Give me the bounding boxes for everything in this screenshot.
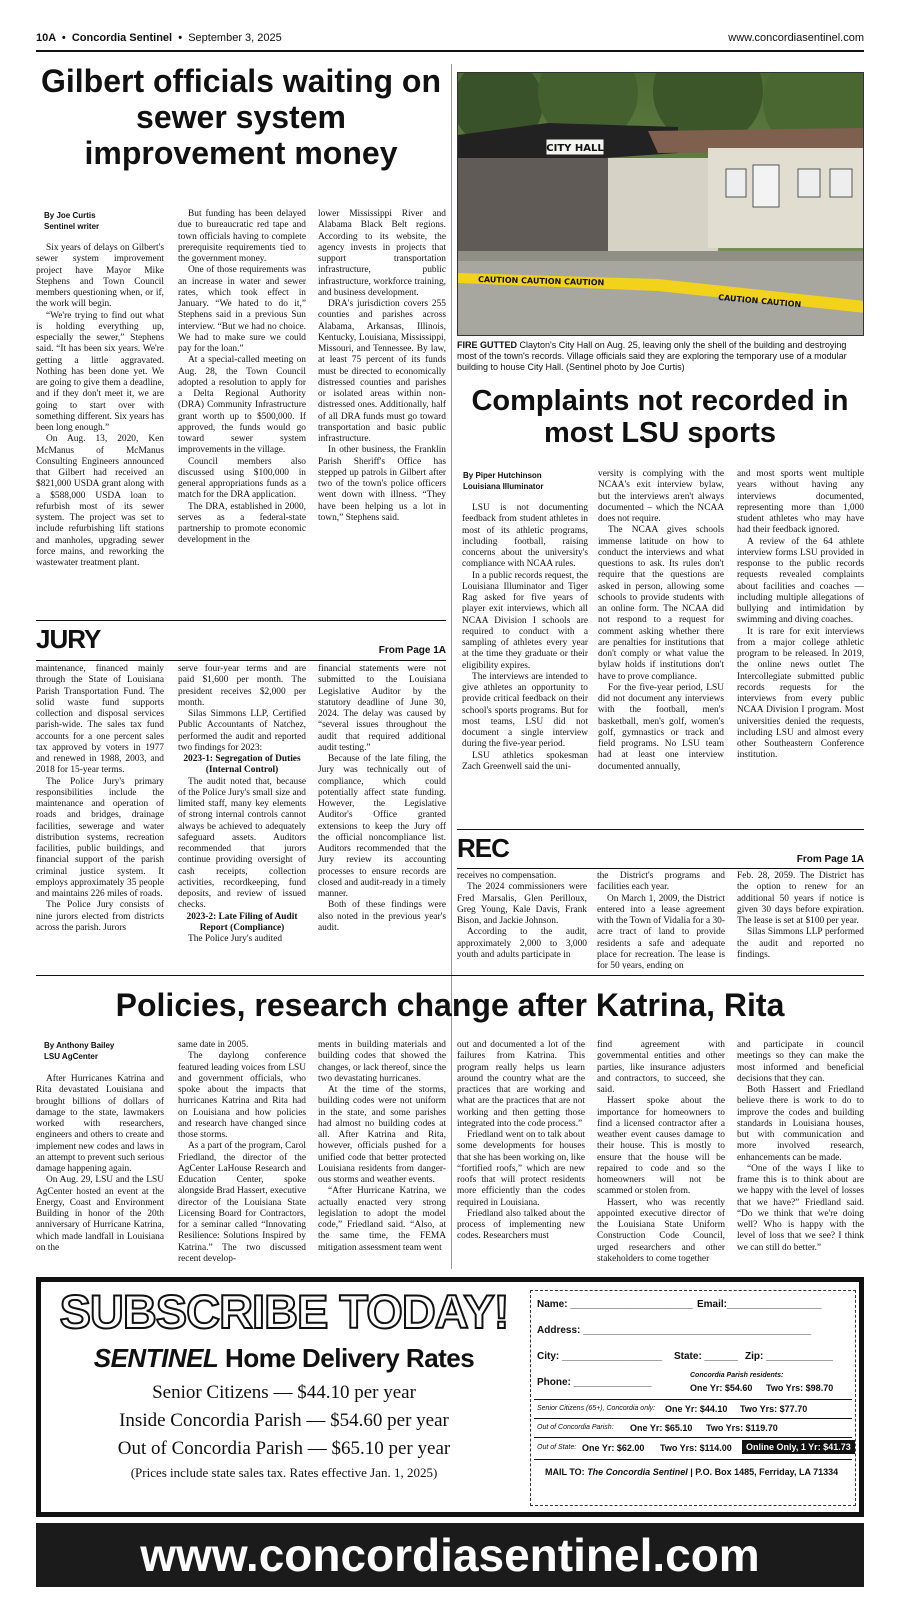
sewer-byline-role: Sentinel writer <box>44 222 100 232</box>
katrina-col-3: ments in building materials and building codes that showed the changes, or lack thereof, since the two devastating hurricanes. At the time of the storms, building codes were not uniform in the state, and some parishes had almost no building codes at all. After Katrina and Rita, however, officials pushed for a unified code that better protected Louisiana residents from danger-ous storms and weather events. “After Hurricane Katrina, we actually enacted very strong legislation to adopt the model code,” Friedland said. “Also, at the same time, the FEMA mitigation assessment team went <box>318 1040 446 1253</box>
katrina-col-1: After Hurricanes Katrina and Rita devastated Louisiana and brought billions of dollars of damage to the state, lawmakers worked with researchers, engineers and others to create and implement new codes and laws in an attempt to prevent such serious damage happening again. On Aug. 29, LSU and the LSU AgCenter hosted an event at the Energy, Coast and Environment Building in honor of the 20th anniversary of Hurricane Katrina, which made landfall in Louisiana on the <box>36 1074 164 1253</box>
resident-one-year: One Yr: $54.60 <box>690 1383 753 1393</box>
site-url[interactable]: www.concordiasentinel.com <box>728 32 864 44</box>
city-field[interactable]: City: __________________ <box>537 1351 663 1362</box>
sewer-byline <box>44 210 164 232</box>
site-banner[interactable]: www.concordiasentinel.com <box>36 1523 864 1587</box>
sewer-byline-name: By Joe Curtis <box>44 211 96 220</box>
lsu-col-3: and most sports went multiple years without having any interviews documented, representing more than 1,000 student athletes who may have had their feedback ignored. A review of the 64 athlete interview forms LSU provided in response to the public records requests revealed complaints about facilities and coaches — including multiple allegations of bullying and intimidation by swimming and diving coaches. It is rare for exit interviews from a major college athletic program to be released. In 2019, the online news outlet The Intercollegiate submitted public records requests for the interviews from every public NCAA Division I program. Most universities denied the requests, including LSU and almost every other Southeastern Conference institution. <box>737 469 864 761</box>
paper-name: Concordia Sentinel <box>71 32 173 44</box>
rec-label: REC <box>457 833 509 863</box>
form-rule-3 <box>534 1437 852 1438</box>
resident-label: Concordia Parish residents: <box>690 1372 784 1379</box>
out-state-label: Out of State: <box>537 1444 577 1451</box>
rec-rule <box>457 829 864 830</box>
phone-field[interactable]: Phone: ______________ <box>537 1377 652 1388</box>
katrina-byline <box>44 1040 169 1062</box>
jury-label: JURY <box>36 624 101 654</box>
rate-senior: Senior Citizens — $44.10 per year <box>152 1382 416 1403</box>
senior-one-year: One Yr: $44.10 <box>665 1404 728 1414</box>
mail-to: MAIL TO: The Concordia Sentinel | P.O. Box 1485, Ferriday, LA 71334 <box>545 1467 839 1477</box>
sewer-col-3: lower Mississippi River and Alabama Black Belt regions. According to its website, the agency invests in projects that support transportation infrastructure, public infrastructure, workforce training, and business development. DRA's jurisdiction covers 255 counties and parishes across Alabama, Arkansas, Illinois, Kentucky, Louisiana, Mississippi, Missouri, and Tennessee. By law, at least 75 percent of its funds must be directed to economically distressed counties and parishes or isolated areas within non-distressed ones. Additionally, half of all DRA funds must go toward transportation and basic public infrastructure. In other business, the Franklin Parish Sheriff's Office has stepped up patrols in Gilbert after two of the town's police officers went down with illness. “They have been helping us a lot in town,” Stephens said. <box>318 209 446 523</box>
jury-rule <box>36 620 446 621</box>
jury-from: From Page 1A <box>378 645 446 656</box>
rec-col-1: receives no compensation. The 2024 commissioners were Fred Marsalis, Glen Perilloux, Greg Young, Kale Davis, Frank Bison, and Jackie Johnson. According to the audit, approximately 2,000 to 3,000 youth and adults participate in <box>457 871 587 960</box>
city-hall-photo <box>457 72 864 336</box>
sewer-col-1: Six years of delays on Gilbert's sewer system improvement project have Mayor Mike Stephens and Town Council members questioning when, or if, the work will begin. “We're trying to find out what is holding everything up, especially the sewer,” Stephens said. “It has been six years. We're getting a little aggravated. Nothing has been done yet. We are going to give them a deadline, and if they don't meet it, we are going to start over with something different. Six years has been long enough.” On Aug. 13, 2020, Ken McManus of McManus Consulting Engineers announced that Gilbert had received an $821,000 USDA grant along with a $588,000 USDA loan to refurbish most of its sewer system. The project was set to include refurbishing lift stations and manholes, upgrading sewer force mains, and reworking the wastewater treatment plant. <box>36 243 164 568</box>
subscribe-title: SUBSCRIBE TODAY! <box>59 1285 509 1338</box>
online-only-rate: Online Only, 1 Yr: $41.73 <box>742 1440 855 1454</box>
out-state-one-year: One Yr: $62.00 <box>582 1443 645 1453</box>
lsu-col-2: versity is complying with the NCAA's exit interview bylaw, but the interviews aren't always documented – which the NCAA does not require. The NCAA gives schools immense latitude on how to conduct the interviews and what questions to ask. Its rules don't require that the questions are asked in person, allowing some schools to provide students with an online form. The NCAA did not respond to a request for comment asking whether there are penalties for institutions that don't comply or what value the bylaw holds if institutions don't have to prove compliance. For the five-year period, LSU did not document any interviews with the football, men's basketball, men's golf, women's golf, gymnastics or track and field programs. No LSU team had at least one interview documented annually, <box>598 469 724 772</box>
rate-note: (Prices include state sales tax. Rates effective Jan. 1, 2025) <box>130 1465 438 1480</box>
katrina-headline: Policies, research change after Katrina, Rita <box>115 987 785 1023</box>
out-state-two-year: Two Yrs: $114.00 <box>660 1443 732 1453</box>
senior-label: Senior Citizens (65+), Concordia only: <box>537 1405 656 1412</box>
jury-col-1: maintenance, financed mainly through the State of Louisiana Parish Transportation Fund. The solid waste fund supports collection and disposal services parish-wide. The sales tax fund accounts for a one percent sales tax approved by voters in 1977 and renewed in 1988, 2003, and 2018 for 15-year terms. The Police Jury's primary responsibilities include the maintenance and operation of roads and bridges, drainage facilities, sewerage and water distribution systems, recreation facilities, public buildings, and financial support of the parish criminal justice system. It employs approximately 35 people and maintains 226 miles of roads. The Police Jury consists of nine jurors elected from districts across the parish. Jurors <box>36 664 164 933</box>
zip-field[interactable]: Zip: ____________ <box>745 1351 833 1362</box>
jury-subhead-1: 2023-1: Segregation of Duties (Internal Control) <box>183 754 301 776</box>
katrina-col-6: and participate in council meetings so they can make the most informed and beneficial decisions that they can. Both Hassert and Friedland believe there is work to do to improve the codes and building standards in Louisiana houses, but with communication and more involved research, enhancements can be made. “One of the ways I like to frame this is to think about are we happy with the level of losses that we have?” Friedland said. “Do we think that we're doing well? Who is happy with the level of loss that we see? I think we can still do better.” <box>737 1040 864 1253</box>
sewer-headline: Gilbert officials waiting on sewer system improvement money <box>40 63 442 171</box>
photo-caption <box>457 340 864 373</box>
name-field[interactable]: Name: ______________________ <box>537 1299 693 1310</box>
rate-inside: Inside Concordia Parish — $54.60 per year <box>119 1410 449 1431</box>
page-number: 10A <box>36 32 56 44</box>
mail-paper: The Concordia Sentinel <box>587 1467 688 1477</box>
jury-subhead-2: 2023-2: Late Filing of Audit Report (Compliance) <box>186 911 298 933</box>
katrina-col-5: find agreement with governmental entities and other parties, like insurance adjusters and contractors, to succeed, she said. Hassert spoke about the importance for homeowners to find a licensed contractor after a weather event causes damage to their house. This is mostly to ensure that the house will be repaired to code and so the homeowners will not be scammed or stolen from. Hassert, who was recently appointed executive director of the Louisiana State Uniform Construction Code Council, urged researchers and other stakeholders to come together <box>597 1040 725 1264</box>
resident-two-year: Two Yrs: $98.70 <box>766 1383 834 1393</box>
tape-text-2: CAUTION CAUTION <box>717 293 802 310</box>
caption-text: Clayton's City Hall on Aug. 25, leaving only the shell of the building and destroying most of the town's records. Village officials said they are exploring the temporary use of a modular building to house City Hall. (Sentinel photo by Joe Curtis) <box>457 340 847 372</box>
sign-text: CITY HALL <box>546 143 604 154</box>
out-parish-one-year: One Yr: $65.10 <box>630 1423 693 1433</box>
rec-col-3: Feb. 28, 2059. The District has the option to renew for an additional 50 years if notice is given 30 days before expiration. The lease is set at $100 per year. Silas Simmons LLP performed the audit and reported no findings. <box>737 871 864 960</box>
rec-rule-2 <box>457 868 864 869</box>
rec-from: From Page 1A <box>796 854 864 865</box>
katrina-col-2: same date in 2005. The daylong conference featured leading voices from LSU and government officials, who spoke about the impacts that hurricanes Katrina and Rita had on Louisiana and how policies and research have changed since those storms. As a part of the program, Carol Friedland, the director of the AgCenter LaHouse Research and Education Center, spoke alongside Brad Hassert, executive director of the Louisiana State Licensing Board for Contractors, for a seminar called “Innovating Resilience: Solutions Inspired by Katrina.” The two discussed recent develop- <box>178 1040 306 1264</box>
issue-date: September 3, 2025 <box>188 32 282 44</box>
katrina-byline-name: By Anthony Bailey <box>44 1041 115 1050</box>
folio-rule <box>36 50 864 52</box>
tape-text-1: CAUTION CAUTION CAUTION <box>477 275 605 288</box>
folio: 10A • Concordia Sentinel • September 3, 2025 www.concordiasentinel.com <box>36 32 864 44</box>
lsu-col-1: LSU is not documenting feedback from student athletes in most of its athletic programs, including football, raising concerns about the university's compliance with NCAA rules. In a public records request, the Louisiana Illuminator and Tiger Rag asked for five years of player exit interviews, which all NCAA Division I schools are required to conduct with a sampling of athletes every year at the time they graduate or their eligibility expires. The interviews are intended to give athletes an opportunity to provide critical feedback on their school's sports programs. But for most teams, LSU did not document a single interview during the five-year period. LSU athletics spokesman Zach Greenwell said the uni- <box>462 503 588 772</box>
vertical-rule <box>451 64 452 1269</box>
out-parish-label: Out of Concordia Parish: <box>537 1424 614 1431</box>
mail-address: P.O. Box 1485, Ferriday, LA 71334 <box>695 1467 839 1477</box>
katrina-rule <box>36 975 864 976</box>
form-rule-4 <box>534 1459 852 1460</box>
state-field[interactable]: State: ______ <box>674 1351 738 1362</box>
jury-col-3: financial statements were not submitted to the Louisiana Legislative Auditor by the statutory deadline of June 30, 2024. The delay was caused by “several issues throughout the audit that required additional audit testing.” Because of the late filing, the Jury was technically out of compliance, which could potentially affect state funding. However, the Legislative Auditor's Office granted extensions to keep the Jury off the official noncompliance list. Auditors recommended that the Jury review its accounting processes to ensure records are closed and audit-ready in a timely manner. Both of these findings were also noted in the previous year's audit. <box>318 664 446 933</box>
address-field[interactable]: Address: _________________________________________ <box>537 1325 812 1336</box>
lsu-byline-role: Louisiana Illuminator <box>463 482 544 492</box>
katrina-byline-role: LSU AgCenter <box>44 1052 98 1062</box>
lsu-byline-name: By Piper Hutchinson <box>463 471 542 480</box>
jury-col-2: serve four-year terms and are paid $1,600 per month. The president receives $2,000 per month. Silas Simmons LLP, Certified Public Accountants of Natchez, performed the audit and reported two findings for 2023: 2023-1: Segregation of Duties (Internal Control) The audit noted that, because of the Police Jury's small size and limited staff, many key elements of strong internal controls cannot always be achieved to adequately safeguard assets. Auditors recommended that jurors continue providing oversight of cash receipts, collection activities, recordkeeping, fund deposits, and review of issued checks. 2023-2: Late Filing of Audit Report (Compliance) The Police Jury's audited <box>178 664 306 944</box>
rates-heading <box>48 1342 520 1374</box>
rates-heading-rest: Home Delivery Rates <box>218 1343 475 1373</box>
rate-outside: Out of Concordia Parish — $65.10 per year <box>117 1438 451 1459</box>
email-field[interactable]: Email:_________________ <box>697 1299 822 1310</box>
katrina-col-4: out and documented a lot of the failures from Katrina. This program really helps us learn around the country what are the practices that are working and what are the practices that are not working and then getting those integrated into the code process.” Friedland went on to talk about some developments for houses that she has been working on, like “fortified roofs,” which are new roofs that will protect residents more efficiently than the codes required in Louisiana. Friedland also talked about the process of implementing new codes. Researchers must <box>457 1040 585 1242</box>
jury-rule-2 <box>36 660 446 661</box>
rec-col-2: the District's programs and facilities each year. On March 1, 2009, the District entered into a lease agreement with the Town of Vidalia for a 30-acre tract of land to provide residents a safe and adequate place for recreation. The lease is for 50 years, ending on <box>597 871 725 969</box>
senior-two-year: Two Yrs: $77.70 <box>740 1404 808 1414</box>
sewer-col-2: But funding has been delayed due to bureaucratic red tape and town officials having to complete prerequisite requirements tied to the government money. One of those requirements was an increase in water and sewer rates, which took effect in January. “We hated to do it,” Stephens said in a previous Sun interview. “But we had no choice. We had to make sure we could pay for the loan.” At a special-called meeting on Aug. 28, the Town Council adopted a resolution to apply for a Delta Regional Authority (DRA) Community Infrastructure grant worth up to $500,000. If approved, the funds would go toward sewer system improvements in the village. Council members also discussed using $100,000 in general appropriations funds as a match for the DRA application. The DRA, established in 2000, serves as a federal-state partnership to promote economic development in the <box>178 209 306 546</box>
form-rule-2 <box>534 1418 852 1419</box>
form-rule-1 <box>534 1399 852 1400</box>
mail-label: MAIL TO: <box>545 1467 585 1477</box>
out-parish-two-year: Two Yrs: $119.70 <box>706 1423 778 1433</box>
caption-lead: FIRE GUTTED <box>457 340 517 350</box>
rates-heading-em: SENTINEL <box>93 1343 219 1373</box>
lsu-headline: Complaints not recorded in most LSU sports <box>471 385 849 450</box>
city-hall-illustration <box>458 73 864 336</box>
lsu-byline <box>463 470 588 492</box>
